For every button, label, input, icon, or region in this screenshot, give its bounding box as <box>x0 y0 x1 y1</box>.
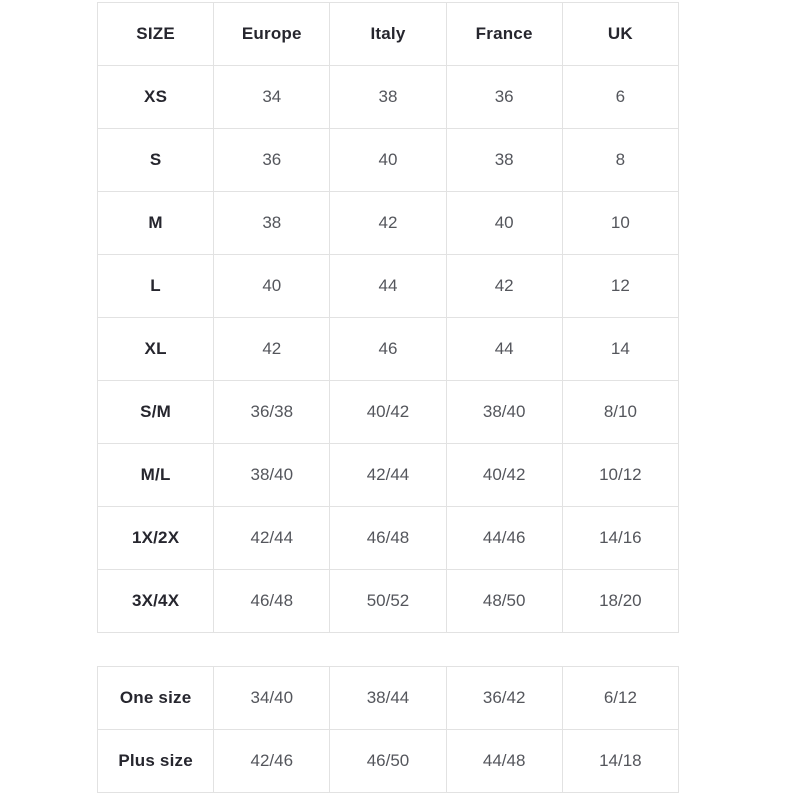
column-header-size: SIZE <box>98 3 214 66</box>
size-value-cell: 46/48 <box>330 507 446 570</box>
header-row <box>98 3 679 66</box>
special-size-conversion-table <box>97 666 679 793</box>
table-row <box>98 444 679 507</box>
size-value-cell: 38 <box>214 192 330 255</box>
size-value-cell: 38 <box>446 129 562 192</box>
table-row <box>98 255 679 318</box>
size-value-cell: 36 <box>214 129 330 192</box>
table-row <box>98 570 679 633</box>
size-value-cell: 46 <box>330 318 446 381</box>
size-value-cell: 38/40 <box>214 444 330 507</box>
row-size-label: L <box>98 255 214 318</box>
standard-table-body <box>98 66 679 633</box>
size-value-cell: 10/12 <box>562 444 678 507</box>
size-value-cell: 44/46 <box>446 507 562 570</box>
size-value-cell: 40 <box>330 129 446 192</box>
size-value-cell: 40 <box>214 255 330 318</box>
row-size-label: M <box>98 192 214 255</box>
size-value-cell: 14/18 <box>562 730 678 793</box>
size-value-cell: 6/12 <box>562 667 678 730</box>
size-value-cell: 36 <box>446 66 562 129</box>
size-value-cell: 46/50 <box>330 730 446 793</box>
column-header-europe: Europe <box>214 3 330 66</box>
row-size-label: Plus size <box>98 730 214 793</box>
table-row <box>98 192 679 255</box>
size-value-cell: 8 <box>562 129 678 192</box>
size-value-cell: 40/42 <box>446 444 562 507</box>
table-row <box>98 667 679 730</box>
row-size-label: 3X/4X <box>98 570 214 633</box>
size-value-cell: 42/44 <box>214 507 330 570</box>
table-row <box>98 129 679 192</box>
size-value-cell: 42 <box>330 192 446 255</box>
size-value-cell: 44 <box>330 255 446 318</box>
size-value-cell: 48/50 <box>446 570 562 633</box>
size-value-cell: 36/42 <box>446 667 562 730</box>
table-row <box>98 507 679 570</box>
column-header-france: France <box>446 3 562 66</box>
row-size-label: 1X/2X <box>98 507 214 570</box>
size-value-cell: 44 <box>446 318 562 381</box>
size-value-cell: 46/48 <box>214 570 330 633</box>
size-value-cell: 18/20 <box>562 570 678 633</box>
table-row <box>98 66 679 129</box>
row-size-label: S/M <box>98 381 214 444</box>
row-size-label: XL <box>98 318 214 381</box>
row-size-label: M/L <box>98 444 214 507</box>
size-value-cell: 14 <box>562 318 678 381</box>
size-value-cell: 42 <box>446 255 562 318</box>
table-row <box>98 730 679 793</box>
row-size-label: XS <box>98 66 214 129</box>
size-value-cell: 10 <box>562 192 678 255</box>
size-conversion-tables <box>97 2 679 793</box>
size-value-cell: 8/10 <box>562 381 678 444</box>
table-row <box>98 318 679 381</box>
row-size-label: S <box>98 129 214 192</box>
size-value-cell: 6 <box>562 66 678 129</box>
size-value-cell: 42/46 <box>214 730 330 793</box>
table-row <box>98 381 679 444</box>
standard-size-conversion-table <box>97 2 679 633</box>
column-header-italy: Italy <box>330 3 446 66</box>
row-size-label: One size <box>98 667 214 730</box>
size-value-cell: 34/40 <box>214 667 330 730</box>
size-value-cell: 12 <box>562 255 678 318</box>
size-value-cell: 36/38 <box>214 381 330 444</box>
column-header-uk: UK <box>562 3 678 66</box>
size-value-cell: 40/42 <box>330 381 446 444</box>
size-value-cell: 38/40 <box>446 381 562 444</box>
size-value-cell: 14/16 <box>562 507 678 570</box>
standard-table-header <box>98 3 679 66</box>
size-value-cell: 38/44 <box>330 667 446 730</box>
size-value-cell: 42/44 <box>330 444 446 507</box>
special-table-body <box>98 667 679 793</box>
size-value-cell: 40 <box>446 192 562 255</box>
size-value-cell: 38 <box>330 66 446 129</box>
size-value-cell: 34 <box>214 66 330 129</box>
size-value-cell: 50/52 <box>330 570 446 633</box>
size-value-cell: 44/48 <box>446 730 562 793</box>
size-value-cell: 42 <box>214 318 330 381</box>
